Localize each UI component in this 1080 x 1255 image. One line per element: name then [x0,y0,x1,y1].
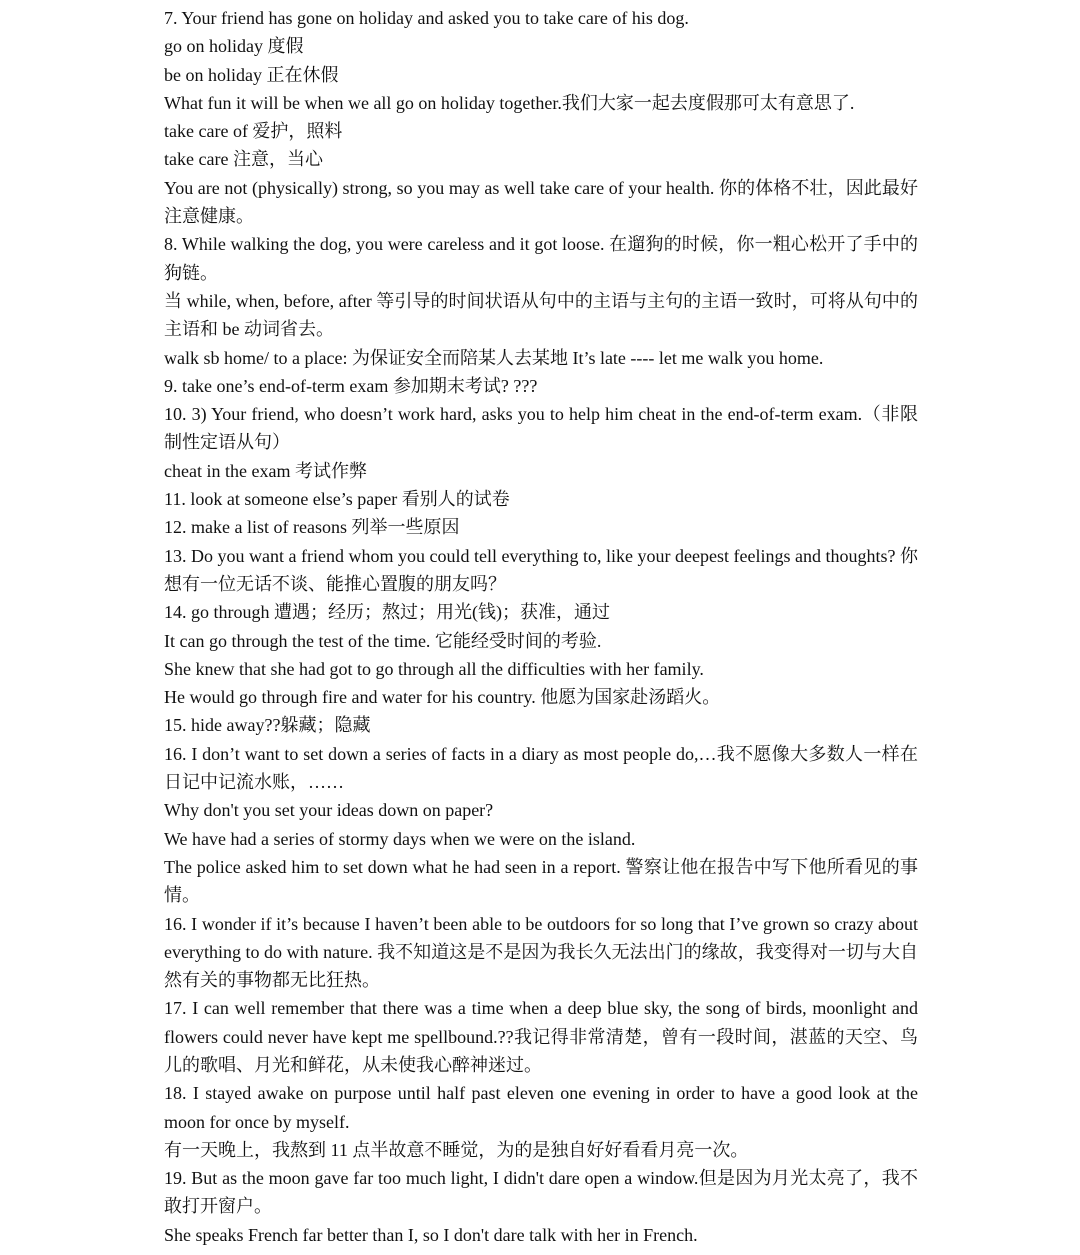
note-line: You are not (physically) strong, so you may as well take care of your health. 你的体格不壮，因此最好注意健康。 [164,177,918,227]
note-line: go on holiday 度假 [164,36,304,57]
note-line: It can go through the test of the time. 它能经受时间的考验. [164,630,602,651]
note-line: 17. I can well remember that there was a time when a deep blue sky, the song of birds, moonlight and flowers could never have kept me spellbound.??我记得非常清楚，曾有一段时间，湛蓝的天空、鸟儿的歌唱、月光和鲜花，从未使我心醉神迷过。 [164,998,918,1075]
note-line: 有一天晚上，我熬到 11 点半故意不睡觉，为的是独自好好看看月亮一次。 [164,1139,749,1160]
note-line: 12. make a list of reasons 列举一些原因 [164,517,460,538]
note-line: 10. 3) Your friend, who doesn’t work hard, asks you to help him cheat in the end-of-term exam.（非限制性定语从句） [164,404,918,453]
note-line: 11. look at someone else’s paper 看别人的试卷 [164,489,510,510]
note-line: take care 注意，当心 [164,149,323,170]
note-line: 7. Your friend has gone on holiday and asked you to take care of his dog. [164,8,689,28]
note-line: 9. take one’s end-of-term exam 参加期末考试? ??? [164,375,538,396]
note-line: We have had a series of stormy days when we were on the island. [164,828,636,849]
note-line: walk sb home/ to a place: 为保证安全而陪某人去某地 It’s late ---- let me walk you home. [164,347,824,368]
note-line: cheat in the exam 考试作弊 [164,460,367,481]
note-line: She speaks French far better than I, so I don't dare talk with her in French. [164,1224,698,1245]
note-line: 13. Do you want a friend whom you could tell everything to, like your deepest feelings and thoughts? 你想有一位无话不谈、能推心置腹的朋友吗？ [164,545,918,594]
note-line: 18. I stayed awake on purpose until half past eleven one evening in order to have a good look at the moon for once by myself. [164,1083,918,1132]
note-line: 16. I wonder if it’s because I haven’t been able to be outdoors for so long that I’ve grown so crazy about everything to do with nature. 我不知道这是不是因为我长久无法出门的缘故，我变得对一切与大自然有关的事物都无比狂热。 [164,913,918,991]
note-line: What fun it will be when we all go on holiday together.我们大家一起去度假那可太有意思了. [164,92,855,113]
note-line: 8. While walking the dog, you were careless and it got loose. 在遛狗的时候，你一粗心松开了手中的狗链。 [164,234,918,283]
note-line: take care of 爱护，照料 [164,121,343,142]
note-line: 16. I don’t want to set down a series of facts in a diary as most people do,…我不愿像大多数人一样在日记中记流水账，…… [164,743,918,793]
note-line: 19. But as the moon gave far too much light, I didn't dare open a window.但是因为月光太亮了，我不敢打开窗户。 [164,1168,918,1217]
note-line: The police asked him to set down what he had seen in a report. 警察让他在报告中写下他所看见的事情。 [164,856,918,906]
note-line: be on holiday 正在休假 [164,64,339,85]
note-line: 当 while, when, before, after 等引导的时间状语从句中的主语与主句的主语一致时，可将从句中的主语和 be 动词省去。 [164,290,918,340]
note-line: 15. hide away??躲藏；隐藏 [164,715,371,736]
note-line: Why don't you set your ideas down on paper? [164,800,494,821]
note-line: She knew that she had got to go through all the difficulties with her family. [164,658,704,679]
note-line: He would go through fire and water for his country. 他愿为国家赴汤蹈火。 [164,687,721,708]
study-notes-body [164,4,918,1249]
note-line: 14. go through 遭遇；经历；熬过；用光(钱)；获准，通过 [164,602,610,623]
